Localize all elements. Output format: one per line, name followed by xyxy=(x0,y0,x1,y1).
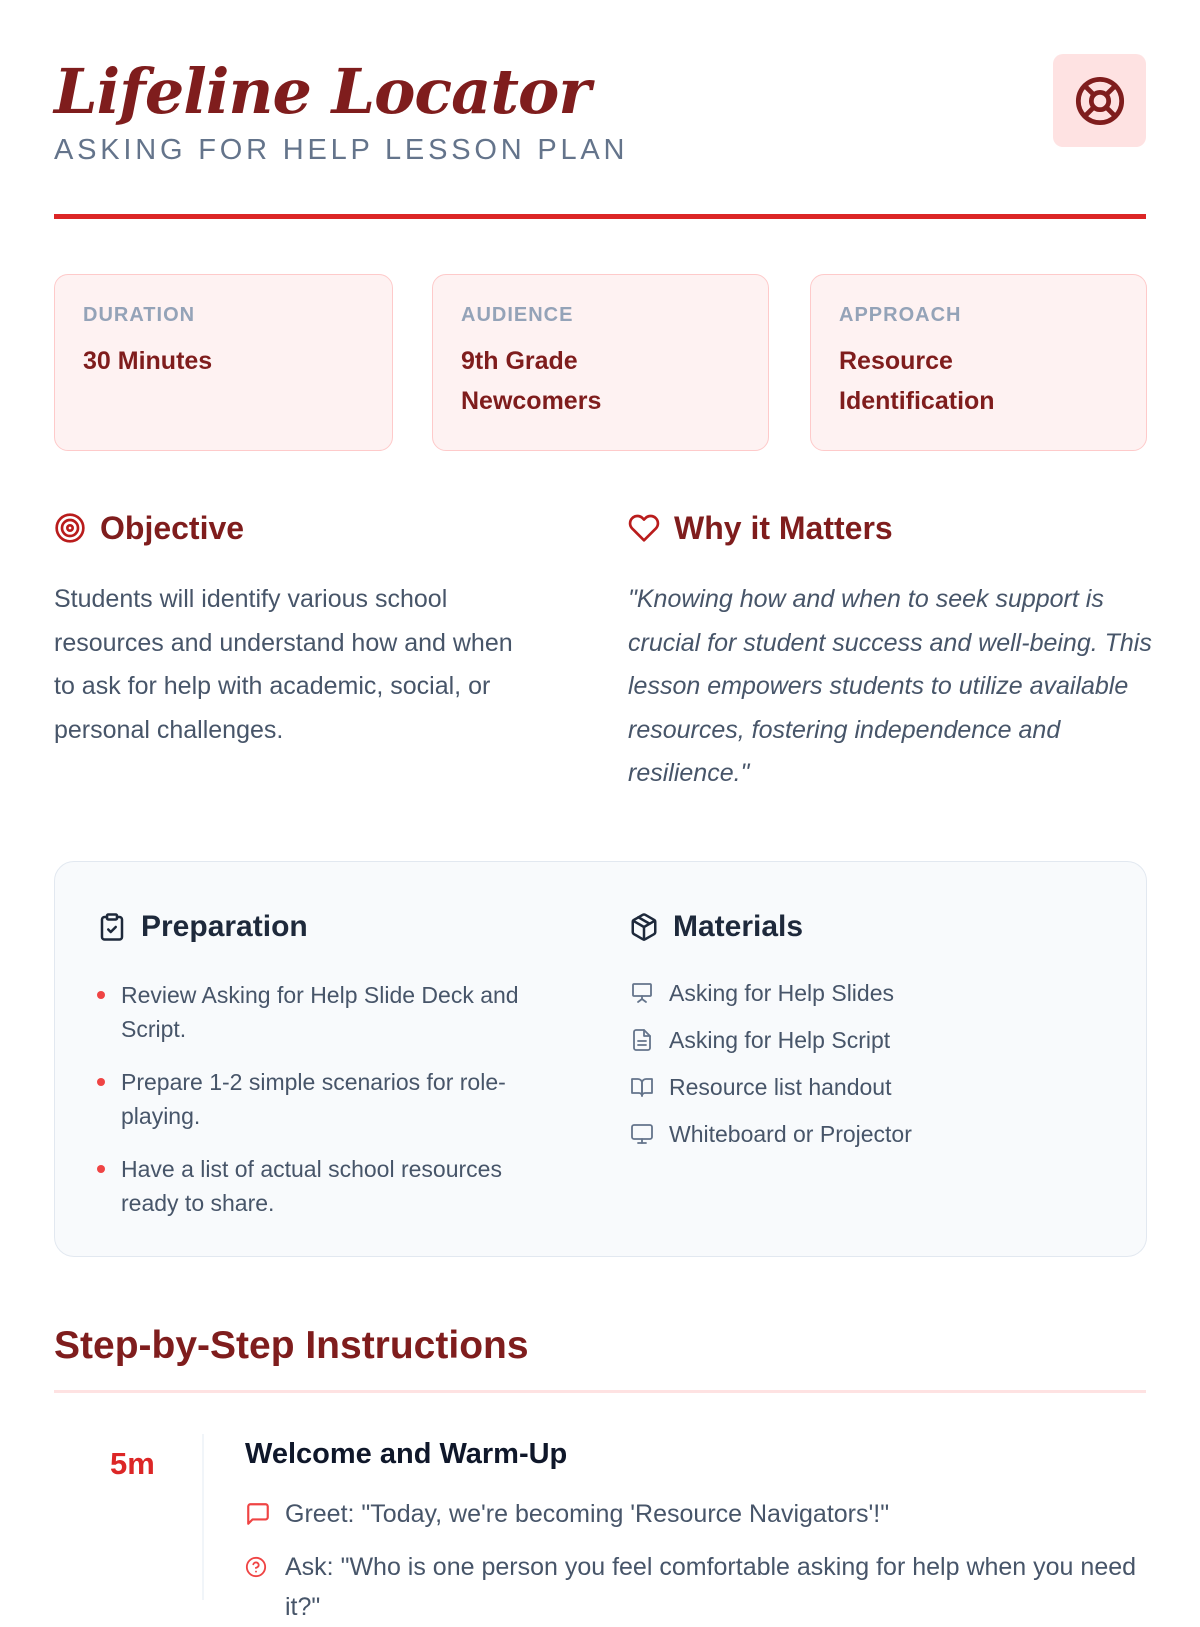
objective-heading xyxy=(54,505,244,551)
page-header xyxy=(54,52,1146,222)
list-item xyxy=(629,1117,1109,1151)
help-circle-icon xyxy=(245,1547,271,1587)
list-item xyxy=(97,978,559,1046)
package-icon xyxy=(629,912,659,942)
list-item-text: Asking for Help Slides xyxy=(669,979,894,1006)
page-title: Lifeline Locator xyxy=(54,55,591,128)
preparation-list xyxy=(97,978,559,1239)
stat-label: AUDIENCE xyxy=(461,304,574,326)
list-item xyxy=(97,1152,559,1220)
book-open-icon xyxy=(629,1074,655,1100)
message-square-icon xyxy=(245,1494,271,1534)
materials-heading xyxy=(629,904,803,950)
bullet-dot xyxy=(97,1165,105,1173)
step-line-item xyxy=(245,1494,1165,1534)
objective-title: Objective xyxy=(100,509,245,546)
steps-heading: Step-by-Step Instructions xyxy=(54,1324,529,1367)
step-duration: 5m xyxy=(110,1446,155,1481)
list-item xyxy=(629,1023,1109,1057)
stat-value: 30 Minutes xyxy=(83,347,213,375)
step-line-text: Ask: "Who is one person you feel comfortable asking for help when you need it?" xyxy=(285,1553,1137,1621)
stat-value: 9th Grade Newcomers xyxy=(461,347,602,415)
monitor-icon xyxy=(629,1121,655,1147)
list-item-text: Prepare 1-2 simple scenarios for role-playing. xyxy=(121,1069,506,1129)
materials-list xyxy=(629,976,1109,1164)
list-item xyxy=(97,1065,559,1133)
target-icon xyxy=(54,512,86,544)
why-quote: "Knowing how and when to seek support is crucial for student success and well-being. This lesson empowers students to utilize available resources, fostering independence and resilience." xyxy=(628,585,1152,787)
step-title: Welcome and Warm-Up xyxy=(245,1438,568,1470)
bullet-dot xyxy=(97,1078,105,1086)
list-item xyxy=(629,976,1109,1010)
list-item-text: Resource list handout xyxy=(669,1073,892,1100)
stat-card-audience xyxy=(432,274,769,451)
stat-label: APPROACH xyxy=(839,304,962,326)
step-line-item xyxy=(245,1547,1165,1627)
presentation-icon xyxy=(629,980,655,1006)
stat-card-approach xyxy=(810,274,1147,451)
list-item-text: Have a list of actual school resources ready to share. xyxy=(121,1156,502,1216)
page-subtitle: ASKING FOR HELP LESSON PLAN xyxy=(54,134,629,166)
list-item xyxy=(629,1070,1109,1104)
steps-divider xyxy=(54,1390,1146,1393)
stat-value: Resource Identification xyxy=(839,347,995,415)
materials-title: Materials xyxy=(673,910,804,943)
step-timeline xyxy=(202,1434,204,1600)
lifebuoy-icon xyxy=(1074,75,1126,127)
list-item-text: Review Asking for Help Slide Deck and Script. xyxy=(121,982,519,1042)
header-divider xyxy=(54,214,1146,219)
list-item-text: Whiteboard or Projector xyxy=(669,1120,912,1147)
objective-text: Students will identify various school resources and understand how and when to ask for help with academic, social, or personal challenges. xyxy=(54,585,513,744)
bullet-dot xyxy=(97,991,105,999)
stat-card-duration xyxy=(54,274,393,451)
why-title: Why it Matters xyxy=(674,509,893,546)
stat-label: DURATION xyxy=(83,304,196,326)
preparation-heading xyxy=(97,904,308,950)
list-item-text: Asking for Help Script xyxy=(669,1026,891,1053)
step-line-text: Greet: "Today, we're becoming 'Resource Navigators'!" xyxy=(285,1500,890,1528)
document-icon xyxy=(629,1027,655,1053)
preparation-title: Preparation xyxy=(141,910,308,943)
why-heading xyxy=(628,505,893,551)
heart-icon xyxy=(628,512,660,544)
preparation-materials-card xyxy=(54,861,1147,1257)
logo-badge xyxy=(1053,54,1146,147)
clipboard-check-icon xyxy=(97,912,127,942)
